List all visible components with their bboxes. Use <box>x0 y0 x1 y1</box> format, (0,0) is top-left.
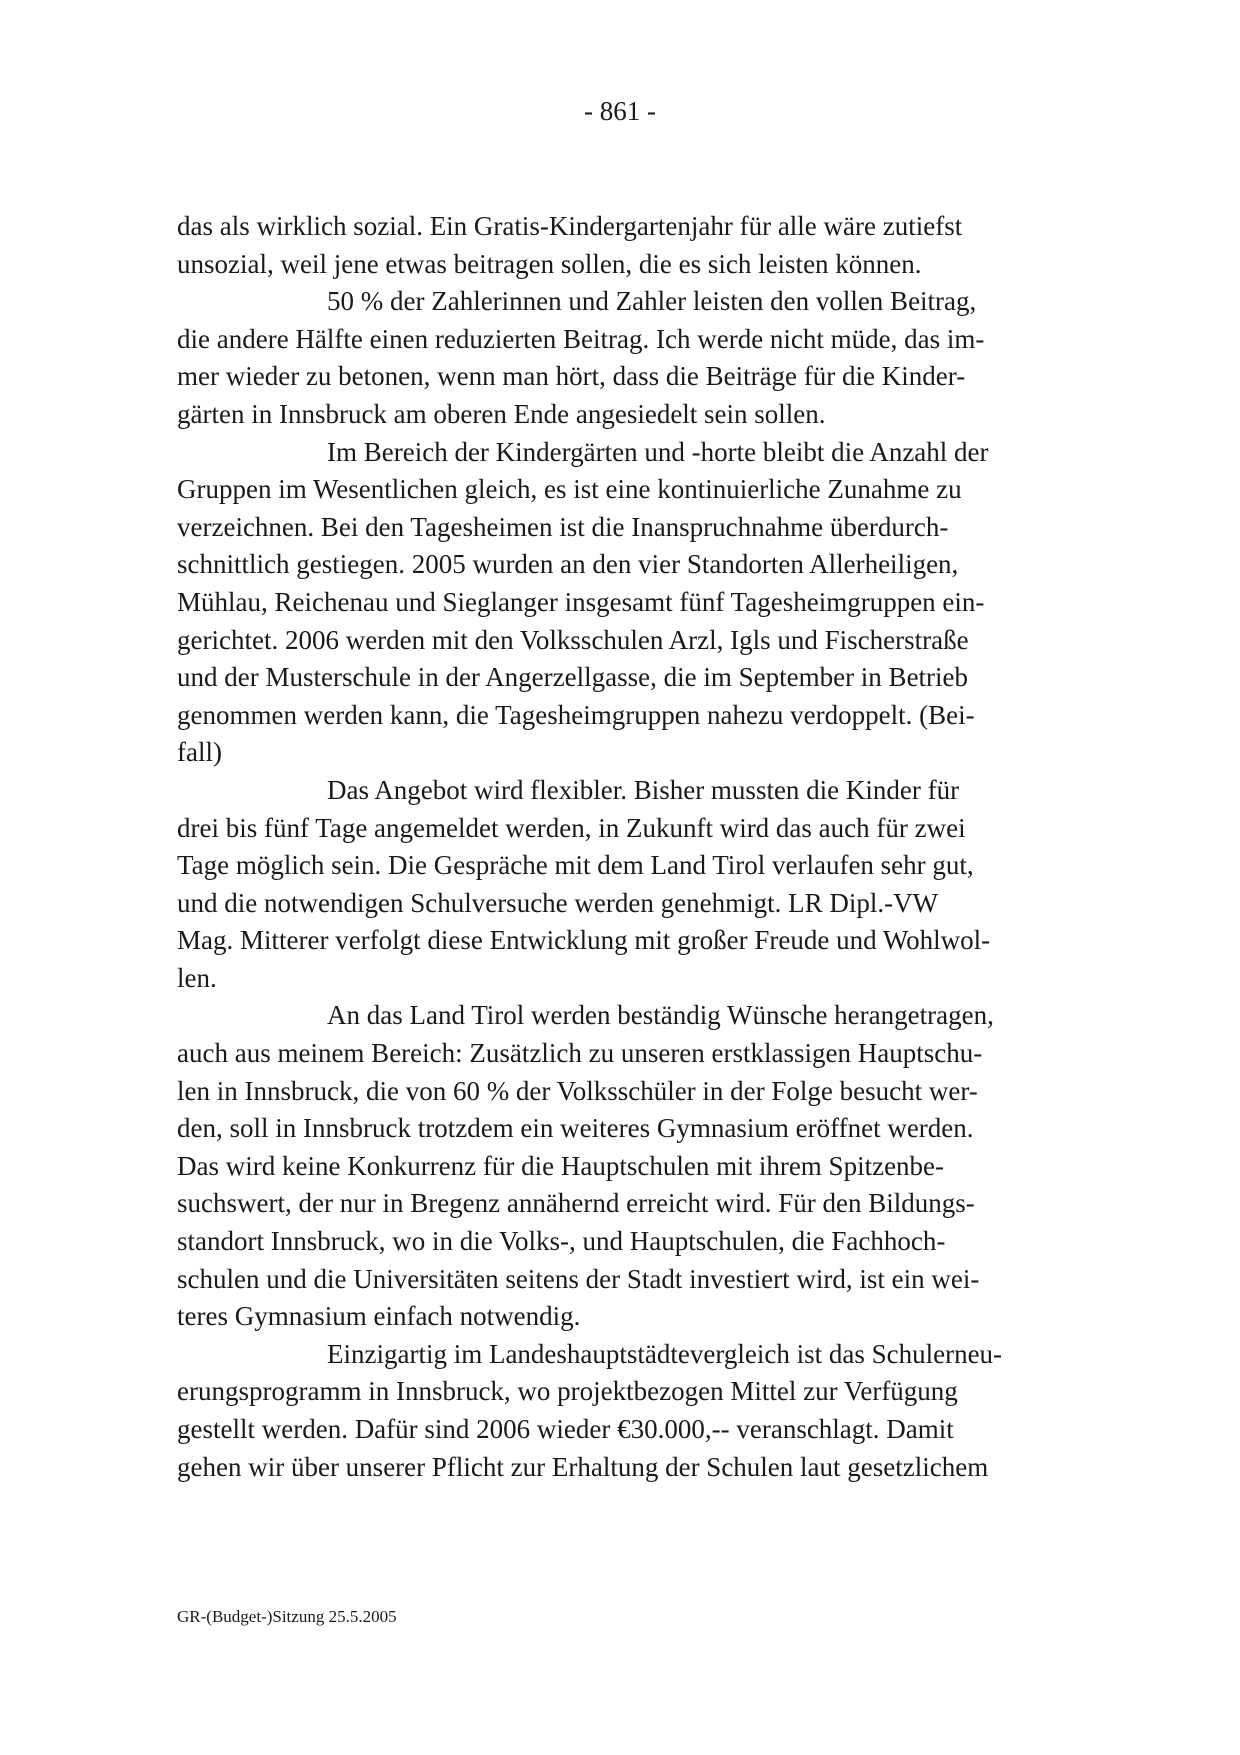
text-line: Tage möglich sein. Die Gespräche mit dem Land Tirol verlaufen sehr gut, <box>177 850 974 881</box>
text-line: schnittlich gestiegen. 2005 wurden an den vier Standorten Allerheiligen, <box>177 549 959 580</box>
text-line: die andere Hälfte einen reduzierten Beitrag. Ich werde nicht müde, das im- <box>177 323 985 354</box>
text-line: schulen und die Universitäten seitens der Stadt investiert wird, ist ein wei- <box>177 1263 980 1294</box>
text-line: gehen wir über unserer Pflicht zur Erhaltung der Schulen laut gesetzlichem <box>177 1451 989 1482</box>
text-line: suchswert, der nur in Bregenz annähernd erreicht wird. Für den Bildungs- <box>177 1188 975 1219</box>
text-line: drei bis fünf Tage angemeldet werden, in Zukunft wird das auch für zwei <box>177 812 966 843</box>
text-line: und der Musterschule in der Angerzellgasse, die im September in Betrieb <box>177 662 969 693</box>
text-line: Mühlau, Reichenau und Sieglanger insgesamt fünf Tagesheimgruppen ein- <box>177 586 985 617</box>
paragraph-first-line: An das Land Tirol werden beständig Wünsche herangetragen, <box>327 1000 994 1031</box>
text-line: teres Gymnasium einfach notwendig. <box>177 1301 581 1332</box>
text-line: unsozial, weil jene etwas beitragen sollen, die es sich leisten können. <box>177 248 922 279</box>
text-line: und die notwendigen Schulversuche werden genehmigt. LR Dipl.-VW <box>177 887 939 918</box>
paragraph-first-line: Im Bereich der Kindergärten und -horte bleibt die Anzahl der <box>327 436 989 467</box>
text-line: erungsprogramm in Innsbruck, wo projektbezogen Mittel zur Verfügung <box>177 1376 958 1407</box>
text-line: fall) <box>177 737 222 768</box>
text-line: genommen werden kann, die Tagesheimgruppen nahezu verdoppelt. (Bei- <box>177 699 975 730</box>
text-line: gerichtet. 2006 werden mit den Volksschulen Arzl, Igls und Fischerstraße <box>177 624 969 655</box>
text-line: mer wieder zu betonen, wenn man hört, dass die Beiträge für die Kinder- <box>177 361 966 392</box>
body-text <box>177 208 1059 1486</box>
paragraph-first-line: Das Angebot wird flexibler. Bisher mussten die Kinder für <box>327 774 960 805</box>
text-line: Das wird keine Konkurrenz für die Hauptschulen mit ihrem Spitzenbe- <box>177 1150 945 1181</box>
page-number: - 861 - <box>584 96 656 126</box>
paragraph-first-line: 50 % der Zahlerinnen und Zahler leisten den vollen Beitrag, <box>327 286 977 317</box>
text-line: standort Innsbruck, wo in die Volks-, und Hauptschulen, die Fachhoch- <box>177 1226 946 1257</box>
footer-session-reference: GR-(Budget-)Sitzung 25.5.2005 <box>177 1607 397 1626</box>
text-line: Gruppen im Wesentlichen gleich, es ist eine kontinuierliche Zunahme zu <box>177 474 962 505</box>
text-line: verzeichnen. Bei den Tagesheimen ist die Inanspruchnahme überdurch- <box>177 511 949 542</box>
text-line: Mag. Mitterer verfolgt diese Entwicklung mit großer Freude und Wohlwol- <box>177 925 991 956</box>
text-line: auch aus meinem Bereich: Zusätzlich zu unseren erstklassigen Hauptschu- <box>177 1038 983 1069</box>
text-line: len in Innsbruck, die von 60 % der Volksschüler in der Folge besucht wer- <box>177 1075 978 1106</box>
text-line: gestellt werden. Dafür sind 2006 wieder €30.000,-- veranschlagt. Damit <box>177 1414 954 1444</box>
text-line: den, soll in Innsbruck trotzdem ein weiteres Gymnasium eröffnet werden. <box>177 1113 974 1144</box>
text-line: das als wirklich sozial. Ein Gratis-Kindergartenjahr für alle wäre zutiefst <box>177 211 963 241</box>
text-line: len. <box>177 962 217 993</box>
text-line: gärten in Innsbruck am oberen Ende angesiedelt sein sollen. <box>177 398 826 429</box>
paragraph-first-line: Einzigartig im Landeshauptstädtevergleich ist das Schulerneu- <box>327 1338 1003 1369</box>
